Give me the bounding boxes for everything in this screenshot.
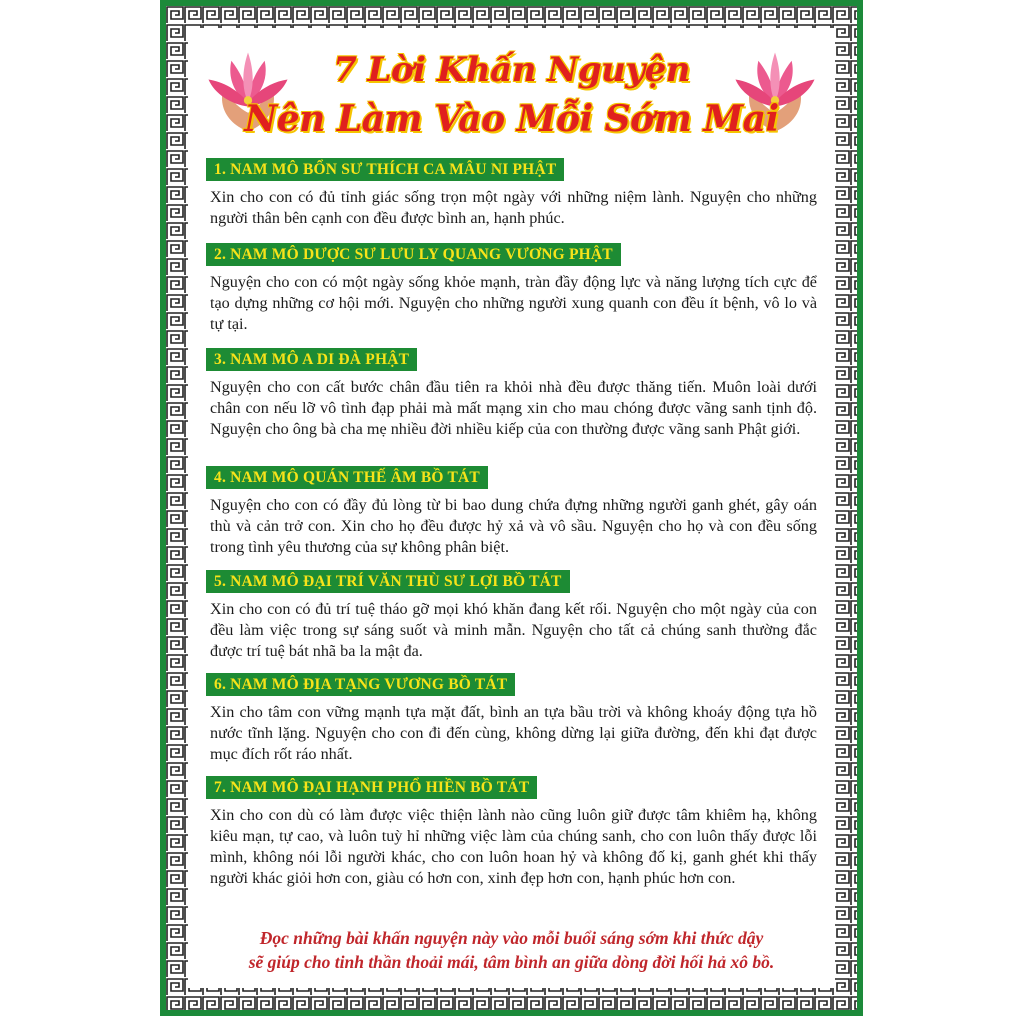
prayer-section-1 [206,158,821,229]
prayer-section-7 [206,776,821,889]
prayer-section-5 [206,570,821,662]
title-line-2: Nên Làm Vào Mỗi Sớm Mai [244,98,779,140]
section-heading: 4. NAM MÔ QUÁN THẾ ÂM BỒ TÁT [206,466,488,489]
section-heading: 6. NAM MÔ ĐỊA TẠNG VƯƠNG BỒ TÁT [206,673,515,696]
content-area [188,28,835,988]
section-text: Xin cho con có đủ tỉnh giác sống trọn một ngày với những niệm lành. Nguyện cho những người thân bên cạnh con đều được bình an, hạnh phúc. [210,188,817,227]
footer-note [188,926,835,974]
section-heading: 7. NAM MÔ ĐẠI HẠNH PHỔ HIỀN BỒ TÁT [206,776,537,799]
section-text: Nguyện cho con có đầy đủ lòng từ bi bao dung chứa đựng những người ganh ghét, gây oán thù và cản trở con. Xin cho họ đều được hỷ xả và vô sầu. Nguyện cho họ và con đều sống trong tình yêu thương của sự không phân biệt. [210,496,817,556]
prayer-section-4 [206,466,821,558]
prayer-section-3 [206,348,821,440]
poster [160,0,863,1016]
section-heading: 3. NAM MÔ A DI ĐÀ PHẬT [206,348,417,371]
title-line-1: 7 Lời Khấn Nguyện [333,50,690,90]
section-text: Xin cho con có đủ trí tuệ tháo gỡ mọi khó khăn đang kết rối. Nguyện cho một ngày của con đều làm việc trong sự sáng suốt và minh mẫn. Nguyện cho tất cả chúng sanh thường đắc được trí tuệ bát nhã ba la mật đa. [210,600,817,660]
section-heading: 1. NAM MÔ BỔN SƯ THÍCH CA MÂU NI PHẬT [206,158,564,181]
prayer-section-2 [206,243,821,335]
section-text: Xin cho tâm con vững mạnh tựa mặt đất, bình an tựa bầu trời và không khoáy động tựa hồ nước tĩnh lặng. Nguyện cho con đi đến cùng, không dừng lại giữa đường, đến khi đạt được mục đích rốt ráo nhất. [210,703,817,763]
prayer-section-6 [206,673,821,765]
section-heading: 5. NAM MÔ ĐẠI TRÍ VĂN THÙ SƯ LỢI BỒ TÁT [206,570,570,593]
section-text: Nguyện cho con cất bước chân đầu tiên ra khỏi nhà đều được thăng tiến. Muôn loài dưới chân con nếu lỡ vô tình đạp phải mà mất mạng xin cho mau chóng được vãng sanh tịnh độ. Nguyện cho ông bà cha mẹ nhiều đời nhiều kiếp của con thường được vãng sanh Phật giới. [210,378,817,438]
footer-line-1: Đọc những bài khấn nguyện này vào mỗi buổi sáng sớm khi thức dậy [259,928,764,948]
footer-line-2: sẽ giúp cho tinh thần thoải mái, tâm bình an giữa dòng đời hối hả xô bồ. [248,952,775,972]
section-text: Xin cho con dù có làm được việc thiện lành nào cũng luôn giữ được tâm khiêm hạ, không kiêu mạn, tự cao, và luôn tuỳ hỉ những việc làm của chúng sanh, cho con luôn thấy được lỗi mình, không nói lỗi người khác, cho con luôn hoan hỷ và không đố kị, ganh ghét khi thấy người khác giỏi hơn con, giàu có hơn con, xinh đẹp hơn con, hạnh phúc hơn con. [210,806,817,887]
section-text: Nguyện cho con có một ngày sống khỏe mạnh, tràn đầy động lực và năng lượng tích cực để tạo dựng những cơ hội mới. Nguyện cho những người xung quanh con đều ít bệnh, vô lo và tự tại. [210,273,817,333]
greek-key-border [166,6,857,1010]
section-heading: 2. NAM MÔ DƯỢC SƯ LƯU LY QUANG VƯƠNG PHẬT [206,243,621,266]
